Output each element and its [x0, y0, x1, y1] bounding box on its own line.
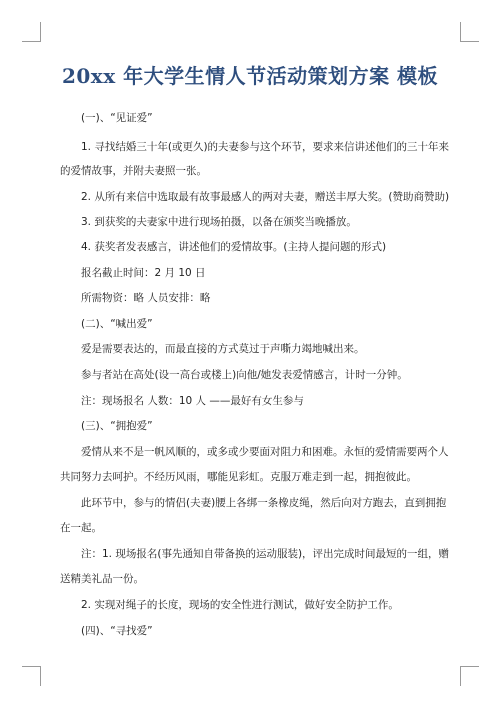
crop-mark-top-left	[22, 41, 41, 42]
paragraph-line: 爱情从来不是一帆风顺的，或多或少要面对阻力和困难。永恒的爱情需要两个人	[81, 446, 449, 458]
paragraph-line: 送精美礼品一份。	[60, 573, 144, 585]
paragraph-line: 所需物资：略 人员安排：略	[81, 292, 211, 304]
paragraph-line: 此环节中，参与的情侣(夫妻)腰上各绑一条橡皮绳，然后向对方跑去，直到拥抱	[81, 497, 447, 509]
paragraph-line: 3. 到获奖的夫妻家中进行现场拍摄，以备在颁奖当晚播放。	[81, 216, 357, 228]
paragraph-line: 参与者站在高处(设一高台或楼上)向他/她发表爱情感言，计时一分钟。	[81, 369, 408, 381]
section-heading: (四)、“寻找爱”	[81, 625, 153, 637]
crop-mark-bottom-left	[22, 666, 41, 667]
crop-mark-bottom-right	[460, 666, 461, 686]
paragraph-line: 注：现场报名 人数：10 人 ——最好有女生参与	[81, 395, 304, 407]
paragraph-line: 在一起。	[60, 522, 102, 534]
paragraph-line: 注：1. 现场报名(事先通知自带备换的运动服装)，评出完成时间最短的一组，赠	[81, 548, 450, 560]
crop-mark-bottom-left	[40, 666, 41, 686]
document-title: 20xx 年大学生情人节活动策划方案 模板	[61, 64, 439, 88]
paragraph-line: 2. 实现对绳子的长度，现场的安全性进行测试，做好安全防护工作。	[81, 599, 399, 611]
paragraph-line: 1. 寻找结婚三十年(或更久)的夫妻参与这个环节，要求来信讲述他们的三十年来	[81, 141, 450, 153]
crop-mark-bottom-right	[460, 666, 479, 667]
paragraph-line: 共同努力去呵护。不经历风雨，哪能见彩虹。克服万难走到一起，拥抱彼此。	[60, 471, 417, 483]
crop-mark-top-left	[40, 22, 41, 42]
paragraph-line: 4. 获奖者发表感言，讲述他们的爱情故事。(主持人提问题的形式)	[81, 241, 387, 253]
crop-mark-top-right	[460, 41, 479, 42]
paragraph-line: 的爱情故事，并附夫妻照一张。	[60, 165, 207, 177]
section-heading: (三)、“拥抱爱”	[81, 420, 153, 432]
paragraph-line: 爱是需要表达的，而最直接的方式莫过于声嘶力竭地喊出来。	[81, 343, 365, 355]
crop-mark-top-right	[460, 22, 461, 42]
section-heading: (一)、“见证爱”	[81, 112, 153, 124]
section-heading: (二)、“喊出爱”	[81, 318, 153, 330]
paragraph-line: 2. 从所有来信中选取最有故事最感人的两对夫妻，赠送丰厚大奖。(赞助商赞助)	[81, 191, 450, 203]
paragraph-line: 报名截止时间：2 月 10 日	[81, 267, 206, 279]
